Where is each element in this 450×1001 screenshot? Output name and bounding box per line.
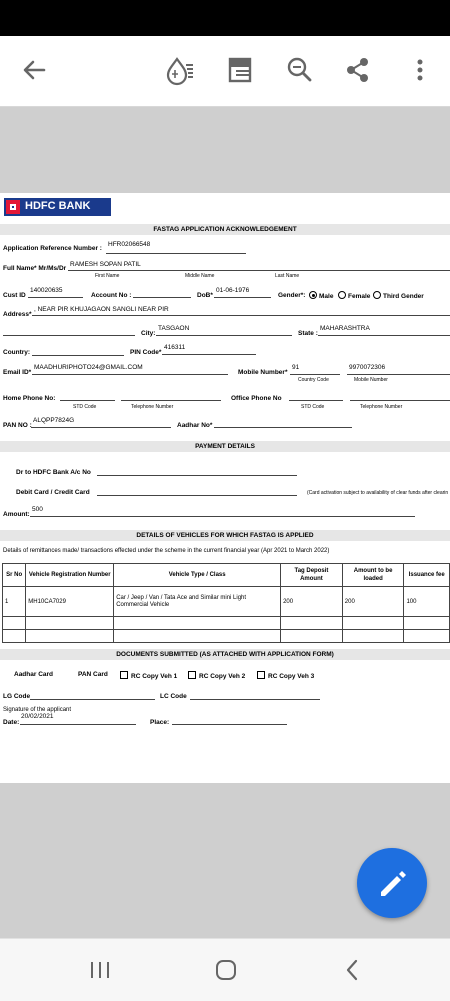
- place-label: Place:: [150, 719, 170, 726]
- date-value: 20/02/2021: [21, 713, 54, 720]
- std-code-caption-office: STD Code: [301, 404, 325, 410]
- amount-value: 500: [32, 506, 43, 513]
- table-cell: 100: [404, 587, 450, 617]
- mobile-value: 9970072306: [349, 364, 386, 371]
- column-header: Amount to be loaded: [342, 564, 404, 587]
- debit-label: Debit Card / Credit Card: [16, 489, 90, 496]
- table-row: [3, 617, 450, 630]
- dr-label: Dr to HDFC Bank A/c No: [16, 469, 91, 476]
- table-cell: [342, 617, 404, 630]
- page-layout-icon[interactable]: [222, 52, 258, 88]
- table-cell: [3, 630, 26, 643]
- rc2-checkbox[interactable]: RC Copy Veh 2: [188, 671, 245, 680]
- table-header-row: [3, 564, 450, 587]
- recent-apps-icon[interactable]: [82, 955, 118, 985]
- column-header: Sr No: [3, 564, 26, 587]
- table-cell: [281, 617, 343, 630]
- table-cell: 200: [281, 587, 343, 617]
- rc1-checkbox[interactable]: RC Copy Veh 1: [120, 671, 177, 680]
- app-ref-value: HFR02066548: [108, 241, 151, 248]
- cust-id-value: 140020635: [30, 287, 63, 294]
- arrow-left-icon[interactable]: [16, 52, 52, 88]
- docs-header: DOCUMENTS SUBMITTED (AS ATTACHED WITH APPLICATION FORM): [0, 649, 450, 660]
- radio-unchecked-icon: [338, 291, 346, 299]
- checkbox-icon: [257, 671, 265, 679]
- card-note: (Card activation subject to availability of clear funds after clearin: [307, 490, 449, 496]
- pin-label: PIN Code*: [130, 349, 162, 356]
- table-cell: [404, 617, 450, 630]
- last-name-caption: Last Name: [275, 273, 300, 279]
- dob-label: DoB*: [197, 292, 213, 299]
- app-toolbar: [0, 36, 450, 107]
- checkbox-icon: [188, 671, 196, 679]
- table-cell: [281, 630, 343, 643]
- office-phone-label: Office Phone No: [231, 395, 282, 402]
- email-value: MAADHURIPHOTO24@GMAIL.COM: [34, 364, 143, 371]
- pencil-icon: [357, 848, 427, 918]
- vehicles-table: [2, 563, 450, 643]
- telephone-caption-office: Telephone Number: [360, 404, 403, 410]
- status-bar: [0, 0, 450, 36]
- checkbox-icon: [120, 671, 128, 679]
- state-value: MAHARASHTRA: [320, 325, 370, 332]
- table-cell: 200: [342, 587, 404, 617]
- app-ref-label: Application Reference Number :: [3, 245, 102, 252]
- table-cell: 1: [3, 587, 26, 617]
- state-label: State :: [298, 330, 318, 337]
- back-nav-icon[interactable]: [334, 955, 370, 985]
- table-cell: [404, 630, 450, 643]
- remit-note: Details of remittances made/ transactions effected under the scheme in the current financial year (Apr 2021 to March 2022): [3, 548, 330, 554]
- table-row: [3, 587, 450, 617]
- mobile-number-caption: Mobile Number: [354, 377, 388, 383]
- share-icon[interactable]: [340, 52, 376, 88]
- table-cell: MH10CA7029: [26, 587, 114, 617]
- full-name-value: RAMESH SOPAN PATIL: [70, 261, 141, 268]
- table-cell: Car / Jeep / Van / Tata Ace and Similar mini Light Commercial Vehicle: [114, 587, 281, 617]
- lc-code-label: LC Code: [160, 693, 187, 700]
- viewer-background-top: [0, 107, 450, 193]
- first-name-caption: First Name: [95, 273, 120, 279]
- pan-value: ALQPP7824G: [33, 417, 75, 424]
- aadhar-label: Aadhar No*: [177, 422, 213, 429]
- address-label: Address*: [3, 311, 32, 318]
- middle-name-caption: Middle Name: [185, 273, 215, 279]
- mobile-label: Mobile Number*: [238, 369, 288, 376]
- system-nav-bar: [0, 938, 450, 1001]
- country-label: Country:: [3, 349, 31, 356]
- document-page[interactable]: [0, 193, 450, 783]
- date-label: Date:: [3, 719, 20, 726]
- payment-header: PAYMENT DETAILS: [0, 441, 450, 452]
- pan-card-label: PAN Card: [78, 671, 108, 678]
- column-header: Issuance fee: [404, 564, 450, 587]
- radio-checked-icon: [309, 291, 317, 299]
- pin-value: 416311: [164, 344, 186, 351]
- table-cell: [342, 630, 404, 643]
- address-value: , NEAR PIR KHUJAGAON SANGLI NEAR PIR: [34, 306, 169, 313]
- city-label: City:: [141, 330, 156, 337]
- city-value: TASGAON: [158, 325, 190, 332]
- amount-label: Amount:: [3, 511, 30, 518]
- column-header: Vehicle Type / Class: [114, 564, 281, 587]
- table-cell: [114, 617, 281, 630]
- bank-name: HDFC BANK: [25, 200, 91, 212]
- header-title: FASTAG APPLICATION ACKNOWLEDGEMENT: [0, 224, 450, 235]
- gender-label: Gender*:: [278, 292, 306, 299]
- radio-unchecked-icon: [373, 291, 381, 299]
- table-cell: [114, 630, 281, 643]
- account-label: Account No :: [91, 292, 132, 299]
- gender-female-option[interactable]: Female: [338, 291, 370, 300]
- full-name-label: Full Name* Mr/Ms/Dr: [3, 265, 67, 272]
- country-code-caption: Country Code: [298, 377, 329, 383]
- aadhar-card-label: Aadhar Card: [14, 671, 54, 678]
- table-cell: [26, 630, 114, 643]
- table-cell: [3, 617, 26, 630]
- signature-label: Signature of the applicant: [3, 707, 72, 713]
- home-icon[interactable]: [208, 955, 244, 985]
- gender-male-option[interactable]: Male: [309, 291, 333, 300]
- hdfc-logo: [4, 198, 111, 216]
- column-header: Vehicle Registration Number: [26, 564, 114, 587]
- table-cell: [26, 617, 114, 630]
- rc3-checkbox[interactable]: RC Copy Veh 3: [257, 671, 314, 680]
- lg-code-label: LG Code: [3, 693, 31, 700]
- gender-third-option[interactable]: Third Gender: [373, 291, 424, 300]
- more-vert-icon[interactable]: [402, 52, 438, 88]
- cust-id-label: Cust ID: [3, 292, 26, 299]
- pan-label: PAN NO :: [3, 422, 32, 429]
- search-icon[interactable]: [282, 52, 318, 88]
- edit-button[interactable]: [357, 848, 427, 918]
- telephone-caption-home: Telephone Number: [131, 404, 174, 410]
- home-phone-label: Home Phone No:: [3, 395, 56, 402]
- table-row: [3, 630, 450, 643]
- column-header: Tag Deposit Amount: [281, 564, 343, 587]
- ink-drop-icon[interactable]: [162, 52, 198, 88]
- country-code-value: 91: [292, 364, 300, 371]
- dob-value: 01-06-1976: [216, 287, 250, 294]
- vehicles-header: DETAILS OF VEHICLES FOR WHICH FASTAG IS APPLIED: [0, 530, 450, 541]
- std-code-caption-home: STD Code: [73, 404, 97, 410]
- email-label: Email ID*: [3, 369, 32, 376]
